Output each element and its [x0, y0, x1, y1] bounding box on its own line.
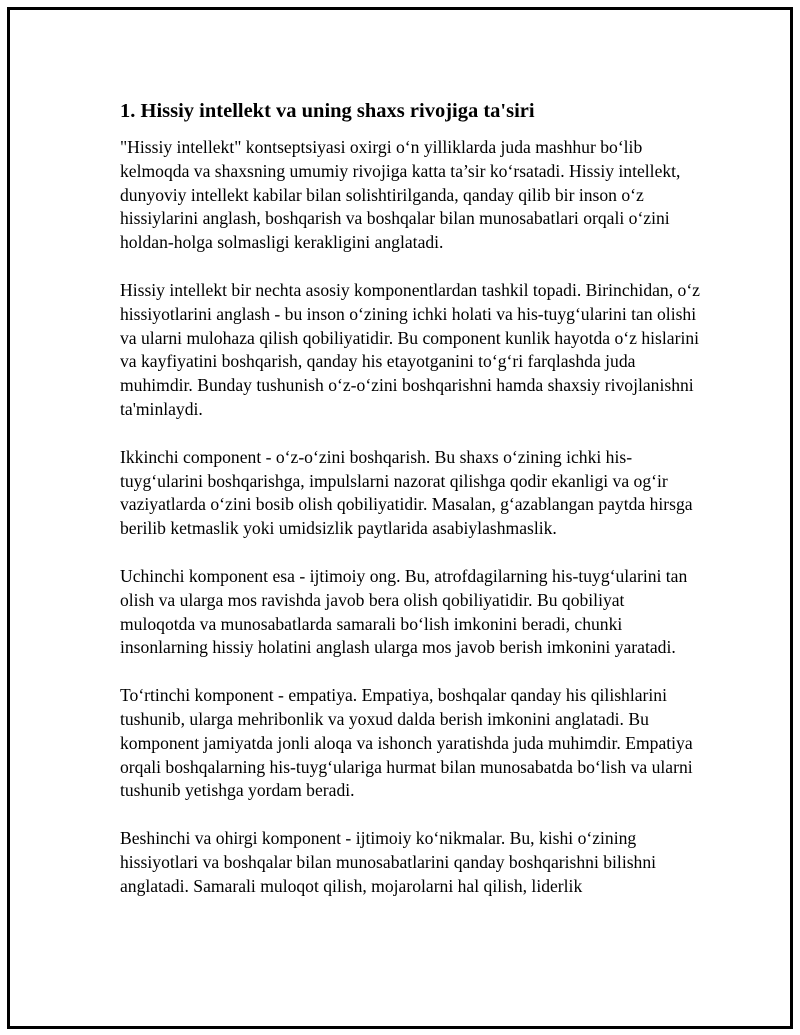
section-heading: 1. Hissiy intellekt va uning shaxs rivojiga ta'siri: [120, 100, 535, 122]
paragraph-component-3: Uchinchi komponent esa - ijtimoiy ong. Bu, atrofdagilarning his-tuyg‘ularini tan olish va ularga mos ravishda javob bera olish qobiliyatidir. Bu qobiliyat muloqotda va munosabatlarda samarali bo‘lish imkonini beradi, chunki insonlarning hissiy holatini anglash ularga mos javob berish imkonini yaratadi.: [120, 565, 688, 658]
page-frame: [7, 7, 793, 1029]
paragraph-component-2: Ikkinchi component - o‘z-o‘zini boshqarish. Bu shaxs o‘zining ichki his-tuyg‘ularini boshqarishga, impulslarni nazorat qilishga qodir ekanligi va og‘ir vaziyatlarda o‘zini bosib olish qobiliyatidir. Masalan, g‘azablangan paytda hirsga berilib ketmaslik yoki umidsizlik paytlarida asabiylashmaslik.: [120, 446, 693, 539]
paragraph-component-1: Hissiy intellekt bir nechta asosiy komponentlardan tashkil topadi. Birinchidan, o‘z hissiyotlarini anglash - bu inson o‘zining ichki holati va his-tuyg‘ularini tan olishi va ularni mulohaza qilish qobiliyatidir. Bu component kunlik hayotda o‘z hislarini va kayfiyatini boshqarish, qanday his etayotganini to‘g‘ri farqlashda juda muhimdir. Bunday tushunish o‘z-o‘zini boshqarishni hamda shaxsiy rivojlanishni ta'minlaydi.: [120, 279, 700, 419]
paragraph-component-4: To‘rtinchi komponent - empatiya. Empatiya, boshqalar qanday his qilishlarini tushunib, ularga mehribonlik va yoxud dalda berish imkonini anglatadi. Bu komponent jamiyatda jonli aloqa va ishonch yaratishda juda muhimdir. Empatiya orqali boshqalarning his-tuyg‘ulariga hurmat bilan munosabatda bo‘lish va ularni tushunib yetishga yordam beradi.: [120, 685, 693, 801]
paragraph-component-5: Beshinchi va ohirgi komponent - ijtimoiy ko‘nikmalar. Bu, kishi o‘zining hissiyotlari va boshqalar bilan munosabatlarini qanday boshqarishni bilishni anglatadi. Samarali muloqot qilish, mojarolarni hal qilish, liderlik: [120, 828, 657, 896]
document-body: [120, 98, 700, 923]
paragraph-intro: "Hissiy intellekt" kontseptsiyasi oxirgi o‘n yilliklarda juda mashhur bo‘lib kelmoqda va shaxsning umumiy rivojiga katta ta’sir ko‘rsatadi. Hissiy intellekt, dunyoviy intellekt kabilar bilan solishtirilganda, qanday qilib bir inson o‘z hissiylarini anglash, boshqarish va boshqalar bilan munosabatlari orqali o‘zini holdan-holga solmasligi kerakligini anglatadi.: [120, 137, 681, 253]
